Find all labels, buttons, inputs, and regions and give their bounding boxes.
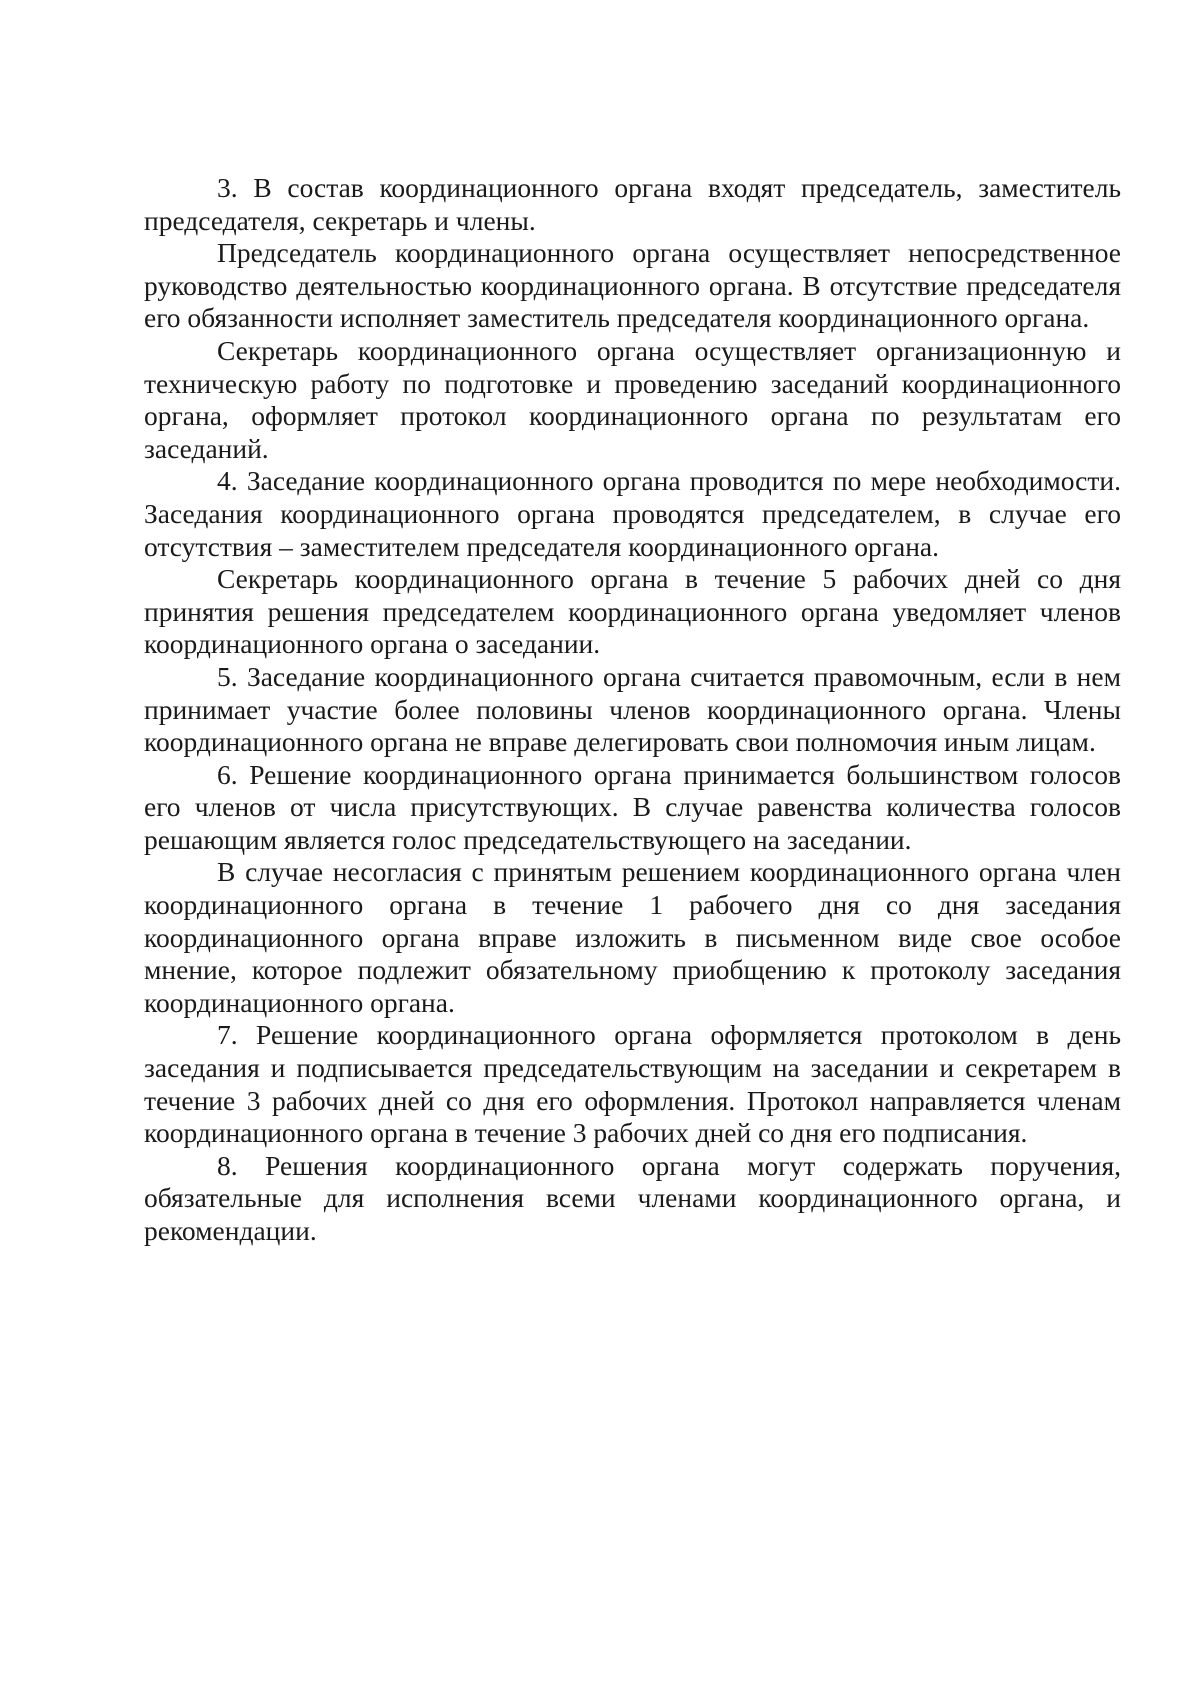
paragraph-item-8-decisions: 8. Решения координационного органа могут содержать поручения, обязательные для исполнения всеми членами координационного органа, и рекомендации.: [144, 1149, 1121, 1246]
paragraph-chairman-duties: Председатель координационного органа осуществляет непосредственное руководство деятельностью координационного органа. В отсутствие председателя его обязанности исполняет заместитель председателя координационного органа.: [144, 237, 1121, 334]
paragraph-dissenting-opinion: В случае несогласия с принятым решением координационного органа член координационного органа в течение 1 рабочего дня со дня заседания координационного органа вправе изложить в письменном виде свое особое мнение, которое подлежит обязательному приобщению к протоколу заседания координационного органа.: [144, 856, 1121, 1018]
paragraph-secretary-duties: Секретарь координационного органа осуществляет организационную и техническую работу по подготовке и проведению заседаний координационного органа, оформляет протокол координационного органа по результатам его заседаний.: [144, 334, 1121, 464]
paragraph-item-3-composition: 3. В состав координационного органа входят председатель, заместитель председателя, секретарь и члены.: [144, 172, 1121, 236]
paragraph-item-7-protocol: 7. Решение координационного органа оформляется протоколом в день заседания и подписывается председательствующим на заседании и секретарем в течение 3 рабочих дней со дня его оформления. Протокол направляется членам координационного органа в течение 3 рабочих дней со дня его подписания.: [144, 1019, 1121, 1149]
paragraph-item-5-quorum: 5. Заседание координационного органа считается правомочным, если в нем принимает участие более половины членов координационного органа. Члены координационного органа не вправе делегировать свои полномочия иным лицам.: [144, 660, 1121, 758]
paragraph-item-6-voting: 6. Решение координационного органа принимается большинством голосов его членов от числа присутствующих. В случае равенства количества голосов решающим является голос председательствующего на заседании.: [144, 758, 1121, 855]
document-body: [144, 172, 1121, 1248]
paragraph-secretary-notification: Секретарь координационного органа в течение 5 рабочих дней со дня принятия решения председателем координационного органа уведомляет членов координационного органа о заседании.: [144, 563, 1121, 660]
paragraph-item-4-meetings: 4. Заседание координационного органа проводится по мере необходимости. Заседания координационного органа проводятся председателем, в случае его отсутствия – заместителем председателя координационного органа.: [144, 465, 1121, 562]
